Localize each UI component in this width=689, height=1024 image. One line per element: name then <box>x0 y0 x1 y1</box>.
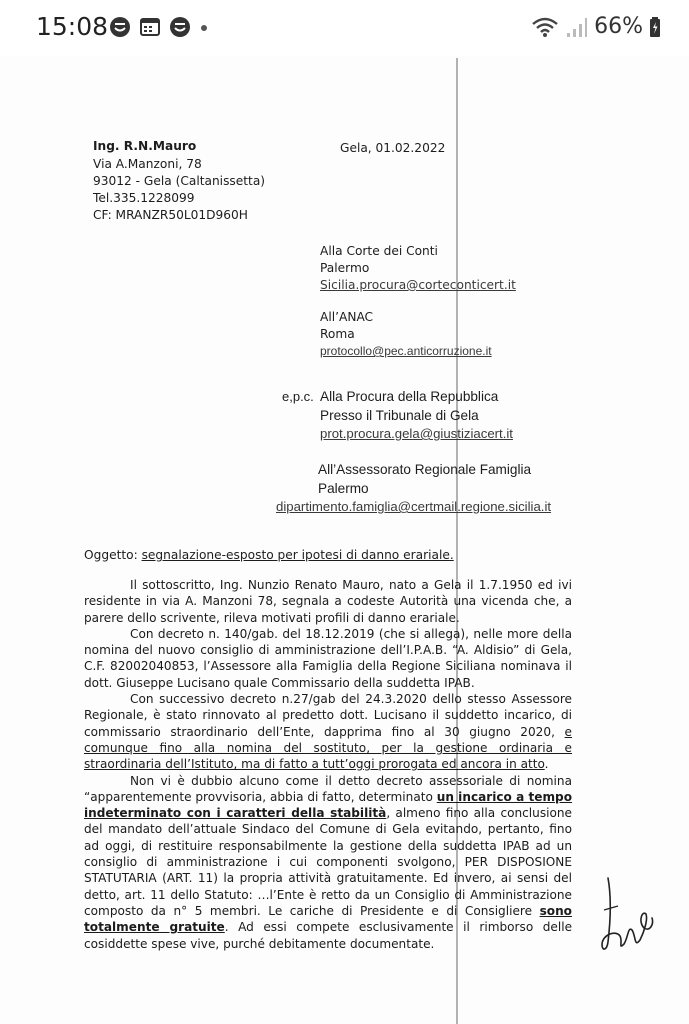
subject <box>84 547 454 563</box>
face-icon <box>109 16 131 38</box>
paragraph-3-text: Con successivo decreto n.27/gab del 24.3.2020 dello stesso Assessore Regionale, è stato rinnovato al predetto dott. Lucisano il suddetto incarico, di commissario straordinario dell’Ente, dapprima fino al 30 giugno 2020, <box>84 692 572 739</box>
paragraph-4-text-2: , almeno fino alla conclusione del mandato dell’attuale Sindaco del Comune di Gela evitando, pertanto, fino ad oggi, di restituire responsabilmente la gestione della suddetta IPAB ad un consiglio di amministrazione i cui componenti svolgono, PER DISPOSIONE STATUTARIA (ART. 11) la propria attività gratuitamente. Ed invero, ai sensi del detto, art. 11 dello Statuto: …l’Ente è retto da un Consiglio di Amministrazione composto da n° 5 membri. Le cariche di Presidente e di Consigliere <box>84 806 572 918</box>
paragraph-4-bold-underlined: un incarico a tempo indeterminato con i caratteri della stabilità <box>84 789 573 821</box>
paragraph-4-text: Non vi è dubbio alcuno come il detto decreto assessoriale di nomina “apparentemente provvisoria, abbia di fatto, determinato <box>84 773 572 804</box>
paragraph-3-end: . <box>544 757 549 772</box>
paragraph-3 <box>84 691 572 772</box>
sender-name: Ing. R.N.Mauro <box>93 139 197 153</box>
cc-recipient-1-email[interactable]: prot.procura.gela@giustiziacert.it <box>320 426 513 441</box>
status-time: 15:08 <box>36 12 109 41</box>
handwritten-signature <box>598 870 658 960</box>
calendar-icon <box>139 16 161 38</box>
paragraph-4-end: . Ad essi compete esclusivamente il rimborso delle cosiddette spese vive, purché debitamente documentate. <box>84 920 573 951</box>
paragraph-4-gratuite: sono totalmente gratuite <box>84 903 572 935</box>
face-icon-2 <box>169 16 191 38</box>
cc-recipient-2-email[interactable]: dipartimento.famiglia@certmail.regione.sicilia.it <box>276 499 552 514</box>
recipient-2-line1: All’ANAC <box>320 310 374 324</box>
recipient-1-email[interactable]: Sicilia.procura@corteconticert.it <box>320 278 516 292</box>
subject-label: Oggetto: <box>84 548 138 562</box>
cc-recipient-2-line2: Palermo <box>318 481 369 496</box>
recipient-1-line1: Alla Corte dei Conti <box>320 244 438 258</box>
notification-icons <box>109 16 209 38</box>
cc-recipient-2-line1: All’Assessorato Regionale Famiglia <box>318 462 532 477</box>
sender-phone: Tel.335.1228099 <box>93 191 195 205</box>
cc-recipient-1-line2: Presso il Tribunale di Gela <box>320 408 479 423</box>
battery-charging-icon <box>649 16 661 38</box>
paragraph-1: Il sottoscritto, Ing. Nunzio Renato Mauro, nato a Gela il 1.7.1950 ed ivi residente in via A. Manzoni 78, segnala a codeste Autorità una vicenda che, a parere dello scrivente, rileva motivati profili di danno erariale. <box>84 578 572 625</box>
status-bar <box>0 0 689 56</box>
place-date: Gela, 01.02.2022 <box>340 141 446 155</box>
paragraph-3-underlined: e comunque fino alla nomina del sostituto, per la gestione ordinaria e straordinaria dell’Istituto, ma di fatto a tutt’oggi prorogata ed ancora in atto <box>84 724 572 772</box>
sender-city: 93012 - Gela (Caltanissetta) <box>93 174 266 188</box>
dot-icon <box>199 16 209 38</box>
cc-prefix: e,p.c. <box>282 389 314 404</box>
status-right <box>530 14 661 39</box>
letter-body <box>84 577 572 952</box>
recipient-1-line2: Palermo <box>320 261 370 275</box>
signal-icon <box>566 15 588 39</box>
paragraph-2: Con decreto n. 140/gab. del 18.12.2019 (che si allega), nelle more della nomina del nuovo consiglio di amministrazione dell’I.P.A.B. “A. Aldisio” di Gela, C.F. 82002040853, l’Assessore alla Famiglia della Regione Siciliana nominava il dott. Giuseppe Lucisano quale Commissario della suddetta IPAB. <box>84 626 572 690</box>
subject-text: segnalazione-esposto per ipotesi di danno erariale. <box>141 548 454 562</box>
battery-level: 66% <box>594 14 643 39</box>
wifi-icon <box>530 15 560 39</box>
cc-recipient-1-line1: Alla Procura della Repubblica <box>320 389 499 404</box>
recipient-2-email[interactable]: protocollo@pec.anticorruzione.it <box>320 344 492 358</box>
paragraph-4 <box>84 773 572 952</box>
sender-street: Via A.Manzoni, 78 <box>93 157 202 171</box>
recipient-2-line2: Roma <box>320 327 355 341</box>
sender-cf: CF: MRANZR50L01D960H <box>93 208 248 222</box>
